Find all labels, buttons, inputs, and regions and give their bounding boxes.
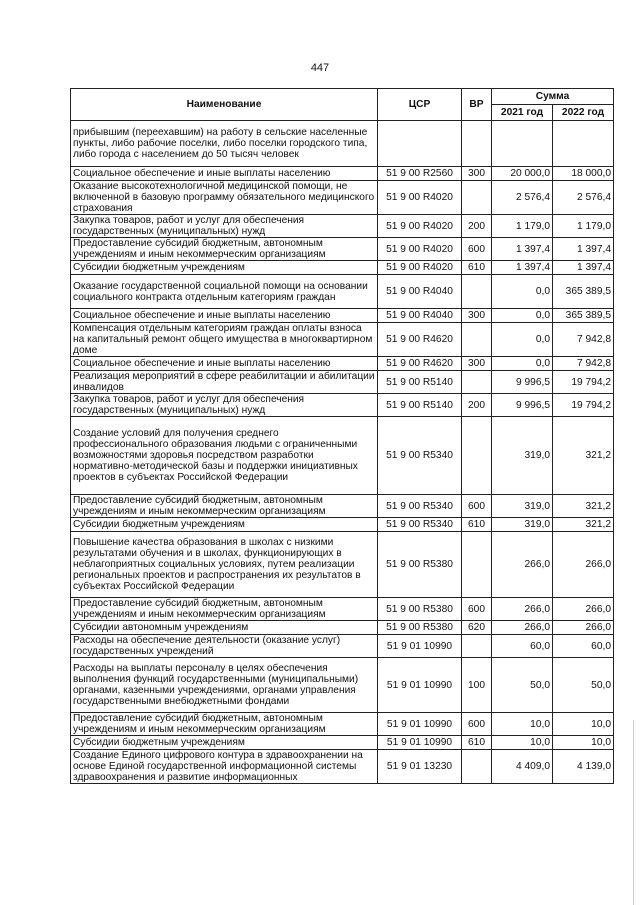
row-csr: 51 9 00 R2560: [378, 167, 462, 181]
row-2022: 2 576,4: [553, 181, 614, 215]
table-row: [71, 750, 614, 784]
row-vr: [462, 417, 492, 495]
row-2021: 0,0: [492, 323, 553, 357]
row-2022: 19 794,2: [553, 394, 614, 417]
table-row: [71, 121, 614, 167]
header-name: Наименование: [71, 89, 378, 121]
header-vr: ВР: [462, 89, 492, 121]
row-vr: [462, 275, 492, 309]
row-2021: 60,0: [492, 635, 553, 658]
table-row: [71, 532, 614, 598]
row-csr: 51 9 00 R4020: [378, 261, 462, 275]
row-2022: 1 397,4: [553, 261, 614, 275]
row-2021: 319,0: [492, 417, 553, 495]
row-2021: 0,0: [492, 357, 553, 371]
row-name: Предоставление субсидий бюджетным, автономным учреждениям и иным некоммерческим организациям: [71, 495, 378, 518]
scan-edge-line: [633, 720, 634, 905]
row-2021: 319,0: [492, 495, 553, 518]
row-2021: 0,0: [492, 275, 553, 309]
row-vr: [462, 750, 492, 784]
row-vr: [462, 181, 492, 215]
row-name: прибывшим (переехавшим) на работу в сельские населенные пункты, либо рабочие поселки, либо поселки городского типа, либо города с населением до 50 тысяч человек: [71, 121, 378, 167]
row-name: Субсидии бюджетным учреждениям: [71, 518, 378, 532]
row-2022: 10,0: [553, 736, 614, 750]
row-2022: 7 942,8: [553, 357, 614, 371]
table-row: [71, 323, 614, 357]
row-csr: 51 9 00 R5340: [378, 417, 462, 495]
row-2022: 19 794,2: [553, 371, 614, 394]
row-2021: 0,0: [492, 309, 553, 323]
row-vr: 620: [462, 621, 492, 635]
header-sum: Сумма: [492, 89, 614, 105]
row-csr: 51 9 01 10990: [378, 635, 462, 658]
row-2021: 266,0: [492, 621, 553, 635]
row-2022: 7 942,8: [553, 323, 614, 357]
table-row: [71, 658, 614, 713]
row-name: Расходы на обеспечение деятельности (оказание услуг) государственных учреждений: [71, 635, 378, 658]
row-name: Закупка товаров, работ и услуг для обеспечения государственных (муниципальных) нужд: [71, 394, 378, 417]
row-csr: 51 9 00 R4040: [378, 275, 462, 309]
header-csr: ЦСР: [378, 89, 462, 121]
row-name: Закупка товаров, работ и услуг для обеспечения государственных (муниципальных) нужд: [71, 215, 378, 238]
table-row: [71, 357, 614, 371]
row-2021: 266,0: [492, 532, 553, 598]
row-csr: 51 9 01 10990: [378, 713, 462, 736]
row-2021: 20 000,0: [492, 167, 553, 181]
row-2022: 321,2: [553, 417, 614, 495]
row-csr: 51 9 00 R4620: [378, 323, 462, 357]
table-row: [71, 635, 614, 658]
row-2022: 4 139,0: [553, 750, 614, 784]
row-2022: 365 389,5: [553, 275, 614, 309]
row-name: Субсидии бюджетным учреждениям: [71, 261, 378, 275]
row-csr: 51 9 00 R4040: [378, 309, 462, 323]
table-row: [71, 621, 614, 635]
row-name: Предоставление субсидий бюджетным, автономным учреждениям и иным некоммерческим организациям: [71, 598, 378, 621]
row-vr: [462, 371, 492, 394]
row-csr: [378, 121, 462, 167]
row-csr: 51 9 01 10990: [378, 736, 462, 750]
row-name: Оказание высокотехнологичной медицинской помощи, не включенной в базовую программу обязательного медицинского страхования: [71, 181, 378, 215]
row-vr: 600: [462, 238, 492, 261]
table-row: [71, 518, 614, 532]
row-vr: 600: [462, 495, 492, 518]
row-vr: 610: [462, 736, 492, 750]
row-2021: 4 409,0: [492, 750, 553, 784]
row-csr: 51 9 01 10990: [378, 658, 462, 713]
row-csr: 51 9 00 R4020: [378, 238, 462, 261]
table-row: [71, 215, 614, 238]
row-2021: 10,0: [492, 736, 553, 750]
row-name: Социальное обеспечение и иные выплаты населению: [71, 309, 378, 323]
table-row: [71, 275, 614, 309]
row-vr: [462, 121, 492, 167]
row-name: Оказание государственной социальной помощи на основании социального контракта отдельным категориям граждан: [71, 275, 378, 309]
row-2021: [492, 121, 553, 167]
row-2021: 319,0: [492, 518, 553, 532]
row-csr: 51 9 00 R4620: [378, 357, 462, 371]
row-name: Реализация мероприятий в сфере реабилитации и абилитации инвалидов: [71, 371, 378, 394]
row-2021: 9 996,5: [492, 394, 553, 417]
row-csr: 51 9 00 R5140: [378, 394, 462, 417]
row-2022: [553, 121, 614, 167]
row-csr: 51 9 00 R5140: [378, 371, 462, 394]
table-row: [71, 371, 614, 394]
row-name: Компенсация отдельным категориям граждан оплаты взноса на капитальный ремонт общего имущества в многоквартирном доме: [71, 323, 378, 357]
row-vr: 610: [462, 261, 492, 275]
row-name: Повышение качества образования в школах с низкими результатами обучения и в школах, функционирующих в неблагоприятных социальных условиях, путем реализации региональных проектов и распространения их результатов в субъектах Российской Федерации: [71, 532, 378, 598]
row-2022: 60,0: [553, 635, 614, 658]
row-2022: 321,2: [553, 518, 614, 532]
row-2022: 266,0: [553, 621, 614, 635]
row-vr: [462, 635, 492, 658]
budget-table: [70, 88, 614, 784]
row-vr: 300: [462, 357, 492, 371]
row-2021: 2 576,4: [492, 181, 553, 215]
row-name: Расходы на выплаты персоналу в целях обеспечения выполнения функций государственными (муниципальными) органами, казенными учреждениями, органами управления государственными внебюджетными фондами: [71, 658, 378, 713]
row-name: Субсидии автономным учреждениям: [71, 621, 378, 635]
row-name: Предоставление субсидий бюджетным, автономным учреждениям и иным некоммерческим организациям: [71, 713, 378, 736]
row-2022: 50,0: [553, 658, 614, 713]
row-2022: 365 389,5: [553, 309, 614, 323]
row-2022: 266,0: [553, 598, 614, 621]
table-row: [71, 167, 614, 181]
table-row: [71, 181, 614, 215]
table-row: [71, 417, 614, 495]
row-vr: [462, 323, 492, 357]
row-vr: 610: [462, 518, 492, 532]
row-vr: 200: [462, 215, 492, 238]
row-vr: 300: [462, 309, 492, 323]
row-2021: 1 397,4: [492, 238, 553, 261]
row-2022: 18 000,0: [553, 167, 614, 181]
header-year-2022: 2022 год: [553, 105, 614, 121]
page-number: 447: [310, 62, 330, 74]
row-2021: 266,0: [492, 598, 553, 621]
row-2022: 266,0: [553, 532, 614, 598]
header-year-2021: 2021 год: [492, 105, 553, 121]
row-vr: 200: [462, 394, 492, 417]
table-row: [71, 598, 614, 621]
row-2022: 1 397,4: [553, 238, 614, 261]
row-name: Предоставление субсидий бюджетным, автономным учреждениям и иным некоммерческим организациям: [71, 238, 378, 261]
row-2021: 10,0: [492, 713, 553, 736]
row-csr: 51 9 00 R5380: [378, 598, 462, 621]
row-vr: 600: [462, 713, 492, 736]
row-csr: 51 9 00 R5380: [378, 621, 462, 635]
row-name: Создание условий для получения среднего профессионального образования людьми с ограниченными возможностями здоровья посредством разработки нормативно-методической базы и поддержки инициативных проектов в субъектах Российской Федерации: [71, 417, 378, 495]
row-csr: 51 9 00 R4020: [378, 181, 462, 215]
row-name: Социальное обеспечение и иные выплаты населению: [71, 357, 378, 371]
table-row: [71, 736, 614, 750]
row-csr: 51 9 00 R4020: [378, 215, 462, 238]
row-2021: 9 996,5: [492, 371, 553, 394]
table-row: [71, 261, 614, 275]
row-csr: 51 9 00 R5340: [378, 495, 462, 518]
row-name: Создание Единого цифрового контура в здравоохранении на основе Единой государственной информационной системы здравоохранения и развитие информационных: [71, 750, 378, 784]
table-row: [71, 309, 614, 323]
row-name: Субсидии бюджетным учреждениям: [71, 736, 378, 750]
row-2021: 1 179,0: [492, 215, 553, 238]
row-2022: 321,2: [553, 495, 614, 518]
table-row: [71, 238, 614, 261]
row-2022: 10,0: [553, 713, 614, 736]
row-vr: 100: [462, 658, 492, 713]
table-row: [71, 713, 614, 736]
row-csr: 51 9 00 R5340: [378, 518, 462, 532]
row-2021: 1 397,4: [492, 261, 553, 275]
row-2021: 50,0: [492, 658, 553, 713]
table-header: [71, 89, 614, 121]
row-2022: 1 179,0: [553, 215, 614, 238]
row-vr: [462, 532, 492, 598]
table-row: [71, 394, 614, 417]
row-csr: 51 9 00 R5380: [378, 532, 462, 598]
row-vr: 300: [462, 167, 492, 181]
row-vr: 600: [462, 598, 492, 621]
row-name: Социальное обеспечение и иные выплаты населению: [71, 167, 378, 181]
table-row: [71, 495, 614, 518]
row-csr: 51 9 01 13230: [378, 750, 462, 784]
